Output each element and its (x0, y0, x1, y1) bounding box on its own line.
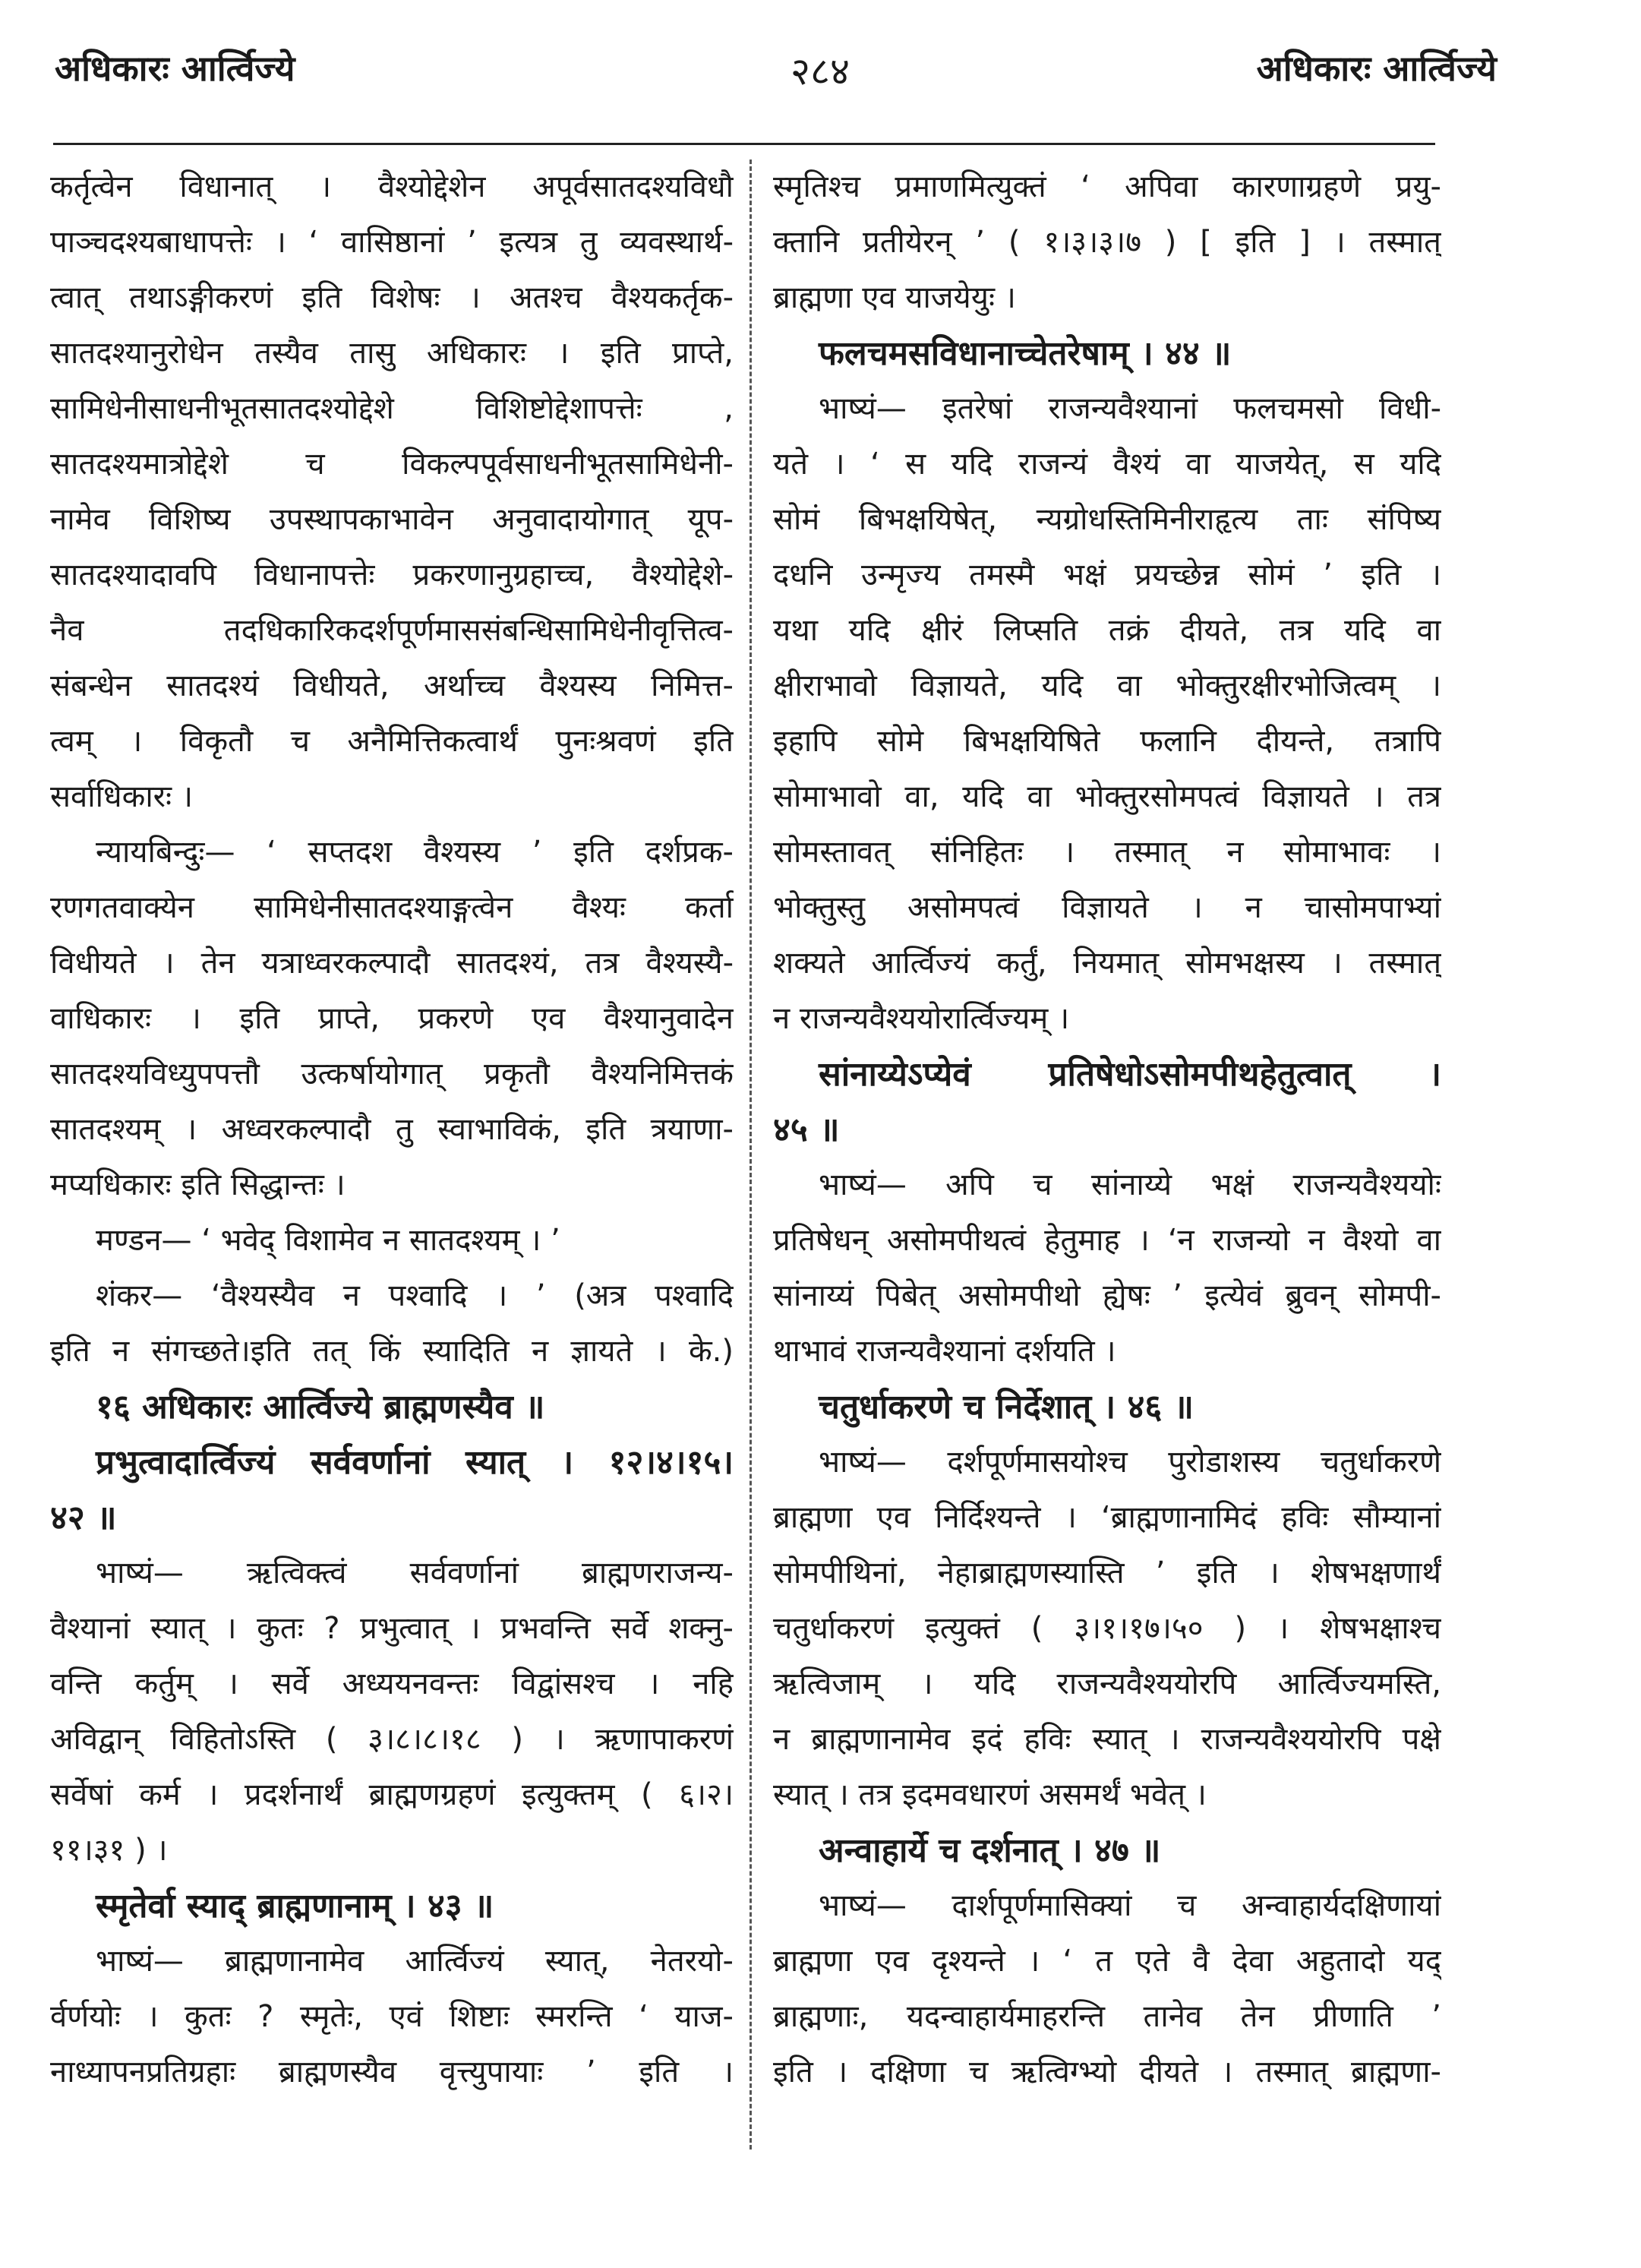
text-line: सांनाय्यं पिबेत् असोमपीथो ह्येषः ’ इत्येवं ब्रुवन् सोमपी- (773, 1278, 1441, 1313)
text-line: न ब्राह्मणानामेव इदं हविः स्यात् । राजन्यवैश्ययोरपि पक्षे (773, 1722, 1441, 1757)
sutra-number: ४२ ॥ (50, 1499, 117, 1537)
text-line: इति न संगच्छते।इति तत् किं स्यादिति न ज्ञायते । के.) (50, 1334, 734, 1369)
text-line: शंकर— ‘वैश्यस्यैव न पश्वादि । ’ (अत्र पश्वादि (96, 1278, 734, 1313)
text-line: मप्यधिकारः इति सिद्धान्तः । (50, 1167, 346, 1202)
text-line: नाध्यापनप्रतिग्रहाः ब्राह्मणस्यैव वृत्त्युपायाः ’ इति । (50, 2055, 734, 2090)
text-line: त्वात् तथाऽङ्गीकरणं इति विशेषः । अतश्च वैश्यकर्तृक- (50, 280, 734, 315)
text-line: विधीयते । तेन यत्राध्वरकल्पादौ सातदश्यं, तत्र वैश्यस्यै- (50, 946, 734, 981)
sutra-heading: चतुर्धाकरणे च निर्देशात् । ४६ ॥ (819, 1388, 1194, 1426)
text-line: सर्वेषां कर्म । प्रदर्शनार्थं ब्राह्मणग्रहणं इत्युक्तम् ( ६।२। (50, 1777, 734, 1812)
text-line: यथा यदि क्षीरं लिप्सति तक्रं दीयते, तत्र यदि वा (773, 613, 1441, 648)
text-line: सोमाभावो वा, यदि वा भोक्तुरसोमपत्वं विज्ञायते । तत्र (773, 779, 1441, 814)
text-line: ब्राह्मणा एव निर्दिश्यन्ते । ‘ब्राह्मणानामिदं हविः सौम्यानां (773, 1500, 1441, 1535)
text-line: वैश्यानां स्यात् । कुतः ? प्रभुत्वात् । प्रभवन्ति सर्वे शक्नु- (50, 1611, 734, 1646)
text-line: स्यात् । तत्र इदमवधारणं असमर्थं भवेत् । (773, 1777, 1207, 1812)
text-line: कर्तृत्वेन विधानात् । वैश्योद्देशेन अपूर्वसातदश्यविधौ (50, 169, 734, 204)
column-divider (749, 160, 752, 2150)
text-line: पाञ्चदश्यबाधापत्तेः । ‘ वासिष्ठानां ’ इत्यत्र तु व्यवस्थार्थ- (50, 225, 734, 260)
text-line: भाष्यं— दर्शपूर्णमासयोश्च पुरोडाशस्य चतुर्धाकरणे (819, 1445, 1441, 1480)
sutra-heading: प्रभुत्वादार्त्विज्यं सर्ववर्णानां स्यात् । १२।४।१५। (96, 1443, 734, 1482)
text-line: ब्राह्मणाः, यदन्वाहार्यमाहरन्ति तानेव तेन प्रीणाति ’ (773, 1999, 1441, 2034)
text-line: इति । दक्षिणा च ऋत्विग्भ्यो दीयते । तस्मात् ब्राह्मणा- (773, 2055, 1441, 2090)
text-line: सोमस्तावत् संनिहितः । तस्मात् न सोमाभावः । (773, 835, 1441, 870)
text-line: भाष्यं— ऋत्विक्त्वं सर्ववर्णानां ब्राह्मणराजन्य- (96, 1556, 734, 1590)
text-line: सातदश्यमात्रोद्देशे च विकल्पपूर्वसाधनीभूतसामिधेनी- (50, 447, 734, 482)
text-line: यते । ‘ स यदि राजन्यं वैश्यं वा याजयेत्, स यदि (773, 447, 1441, 482)
text-line: अविद्वान् विहितोऽस्ति ( ३।८।८।१८ ) । ऋणापाकरणं (50, 1722, 734, 1757)
header-rule (53, 143, 1435, 145)
text-line: भोक्तुस्तु असोमपत्वं विज्ञायते । न चासोमपाभ्यां (773, 890, 1441, 925)
text-line: वन्ति कर्तुम् । सर्वे अध्ययनवन्तः विद्वांसश्च । नहि (50, 1666, 734, 1701)
page-number: २८४ (791, 49, 850, 93)
text-line: सातदश्यानुरोधेन तस्यैव तासु अधिकारः । इति प्राप्ते, (50, 336, 734, 371)
text-line: थाभावं राजन्यवैश्यानां दर्शयति । (773, 1334, 1116, 1369)
text-line: न्यायबिन्दुः— ‘ सप्तदश वैश्यस्य ’ इति दर्शप्रक- (96, 835, 734, 870)
text-line: शक्यते आर्त्विज्यं कर्तुं, नियमात् सोमभक्षस्य । तस्मात् (773, 946, 1441, 981)
text-line: नैव तदधिकारिकदर्शपूर्णमाससंबन्धिसामिधेनीवृत्तित्व- (50, 613, 734, 648)
text-line: क्षीराभावो विज्ञायते, यदि वा भोक्तुरक्षीरभोजित्वम् । (773, 668, 1441, 703)
section-heading: १६ अधिकारः आर्त्विज्ये ब्राह्मणस्यैव ॥ (96, 1388, 545, 1426)
text-line: सातदश्यम् । अध्वरकल्पादौ तु स्वाभाविकं, इति त्रयाणा- (50, 1112, 734, 1147)
text-line: ऋत्विजाम् । यदि राजन्यवैश्ययोरपि आर्त्विज्यमस्ति, (773, 1666, 1441, 1701)
left-column (50, 160, 734, 2100)
text-line: रणगतवाक्येन सामिधेनीसातदश्याङ्गत्वेन वैश्यः कर्ता (50, 890, 734, 925)
text-line: ब्राह्मणा एव दृश्यन्ते । ‘ त एते वै देवा अहुतादो यद् (773, 1944, 1441, 1979)
text-line: दधनि उन्मृज्य तमस्मै भक्षं प्रयच्छेन्न सोमं ’ इति । (773, 558, 1441, 592)
text-line: सोमपीथिनां, नेहाब्राह्मणस्यास्ति ’ इति । शेषभक्षणार्थं (773, 1556, 1441, 1590)
text-line: नामेव विशिष्य उपस्थापकाभावेन अनुवादायोगात् यूप- (50, 502, 734, 537)
sutra-heading: अन्वाहार्ये च दर्शनात् । ४७ ॥ (819, 1831, 1161, 1870)
text-line: चतुर्धाकरणं इत्युक्तं ( ३।१।१७।५० ) । शेषभक्षाश्च (773, 1611, 1441, 1646)
text-line: स्मृतिश्च प्रमाणमित्युक्तं ‘ अपिवा कारणाग्रहणे प्रयु- (773, 169, 1441, 204)
text-line: संबन्धेन सातदश्यं विधीयते, अर्थाच्च वैश्यस्य निमित्त- (50, 668, 734, 703)
sutra-number: ४५ ॥ (773, 1110, 840, 1149)
text-line: भाष्यं— दार्शपूर्णमासिक्यां च अन्वाहार्यदक्षिणायां (819, 1888, 1441, 1923)
sutra-heading: फलचमसविधानाच्चेतरेषाम् । ४४ ॥ (819, 334, 1232, 373)
text-line: सातदश्यविध्युपपत्तौ उत्कर्षायोगात् प्रकृतौ वैश्यनिमित्तकं (50, 1057, 734, 1091)
running-head-left: अधिकारः आर्त्विज्ये (55, 48, 295, 89)
text-line: र्वर्णयोः । कुतः ? स्मृतेः, एवं शिष्टाः स्मरन्ति ‘ याज- (50, 1999, 734, 2034)
text-line: ब्राह्मणा एव याजयेयुः । (773, 280, 1016, 315)
text-line: प्रतिषेधन् असोमपीथत्वं हेतुमाह । ‘न राजन्यो न वैश्यो वा (773, 1223, 1441, 1258)
text-line: सोमं बिभक्षयिषेत्, न्यग्रोधस्तिमिनीराहृत्य ताः संपिष्य (773, 502, 1441, 537)
text-line: न राजन्यवैश्ययोरार्त्विज्यम् । (773, 1001, 1070, 1036)
sutra-heading: सांनाय्येऽप्येवं प्रतिषेधोऽसोमपीथहेतुत्वात् । (819, 1055, 1441, 1094)
text-line: भाष्यं— अपि च सांनाय्ये भक्षं राजन्यवैश्ययोः (819, 1167, 1441, 1202)
text-line: इहापि सोमे बिभक्षयिषिते फलानि दीयन्ते, तत्रापि (773, 724, 1441, 759)
running-head-right: अधिकारः आर्त्विज्ये (1256, 48, 1497, 89)
text-line: मण्डन— ‘ भवेद् विशामेव न सातदश्यम् । ’ (96, 1223, 560, 1258)
text-line: वाधिकारः । इति प्राप्ते, प्रकरणे एव वैश्यानुवादेन (50, 1001, 734, 1036)
text-line: सातदश्यादावपि विधानापत्तेः प्रकरणानुग्रहाच्च, वैश्योद्देशे- (50, 558, 734, 592)
text-line: सर्वाधिकारः । (50, 779, 193, 814)
text-line: सामिधेनीसाधनीभूतसातदश्योद्देशे विशिष्टोद्देशापत्तेः , (50, 391, 734, 426)
right-column (773, 160, 1441, 2100)
text-line: भाष्यं— इतरेषां राजन्यवैश्यानां फलचमसो विधी- (819, 391, 1441, 426)
text-line: भाष्यं— ब्राह्मणानामेव आर्त्विज्यं स्यात्, नेतरयो- (96, 1944, 734, 1979)
text-line: त्वम् । विकृतौ च अनैमित्तिकत्वार्थं पुनःश्रवणं इति (50, 724, 734, 759)
text-line: ११।३१ ) । (50, 1833, 168, 1868)
text-line: क्तानि प्रतीयेरन् ’ ( १।३।३।७ ) [ इति ] । तस्मात् (773, 225, 1441, 260)
sutra-heading: स्मृतेर्वा स्याद् ब्राह्मणानाम् । ४३ ॥ (96, 1887, 494, 1925)
